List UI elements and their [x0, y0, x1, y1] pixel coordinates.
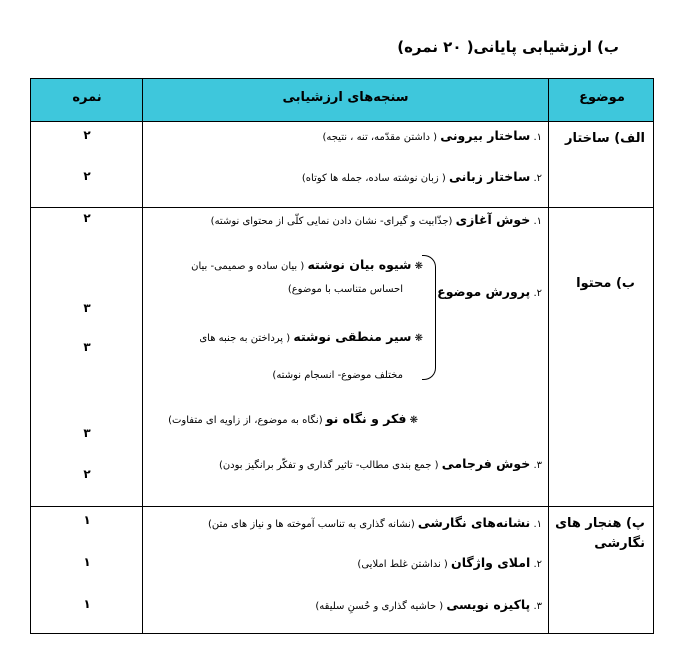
- sub-criterion-desc: مختلف موضوع- انسجام نوشته): [272, 370, 403, 381]
- criterion-title: ساختار بیرونی: [440, 128, 531, 143]
- divider: [142, 79, 143, 633]
- criterion-row: [302, 169, 542, 184]
- criterion-number: ۳.: [533, 460, 542, 471]
- subject-structure: الف) ساختار: [565, 131, 645, 146]
- criterion-desc: ( داشتن مقدّمه، تنه ، نتیجه): [322, 132, 438, 143]
- criterion-title: املای واژگان: [451, 555, 531, 570]
- criterion-number: ۲.: [533, 288, 542, 299]
- subject-norms: پ) هنجار های: [555, 516, 645, 531]
- subject-norms-line2: نگارشی: [594, 536, 645, 551]
- criterion-desc: (نشانه گذاری به تناسب آموخته ها و نیاز های متن): [207, 519, 415, 530]
- assessment-table: [30, 78, 654, 634]
- sub-criterion-desc: (نگاه به موضوع، از زاویه ای متفاوت): [168, 415, 323, 426]
- bullet-icon: ❋: [414, 261, 423, 272]
- bullet-icon: ❋: [414, 333, 423, 344]
- header-score: نمره: [72, 90, 102, 105]
- criterion-desc: ( نداشتن غلط املایی): [357, 559, 448, 570]
- criterion-title: خوش فرجامی: [441, 456, 531, 471]
- score-value: ۱: [83, 597, 91, 611]
- criterion-desc: ( جمع بندی مطالب- تاثیر گذاری و تفکّر برانگیز بودن): [218, 460, 439, 471]
- header-criteria: سنجه‌های ارزشیابی: [282, 90, 409, 105]
- criterion-title: ساختار زبانی: [448, 169, 531, 184]
- sub-criterion: [168, 411, 418, 426]
- score-value: ۳: [83, 426, 91, 440]
- criterion-title: پرورش موضوع: [437, 284, 531, 299]
- score-value: ۳: [83, 301, 91, 315]
- score-value: ۱: [83, 555, 91, 569]
- criterion-row: [208, 515, 542, 530]
- bullet-icon: ❋: [409, 415, 418, 426]
- score-value: ۲: [83, 467, 91, 481]
- criterion-number: ۳.: [533, 601, 542, 612]
- score-value: ۳: [83, 340, 91, 354]
- sub-criterion: [191, 257, 423, 272]
- criterion-number: ۱.: [533, 132, 542, 143]
- criterion-number: ۱.: [533, 216, 542, 227]
- divider: [548, 79, 549, 633]
- criterion-title: خوش آغازی: [455, 212, 531, 227]
- score-value: ۲: [83, 128, 91, 142]
- sub-criterion-title: سیر منطقی نوشته: [293, 329, 412, 344]
- header-subject: موضوع: [579, 90, 625, 105]
- criterion-row: [315, 597, 542, 612]
- criterion-number: ۲.: [533, 559, 542, 570]
- criterion-row: [219, 456, 542, 471]
- grouping-brace: [422, 255, 436, 380]
- criterion-desc: (جذّابیت و گیرای- نشان دادن نمایی کلّی از محتوای نوشته): [210, 216, 453, 227]
- sub-criterion-desc: احساس متناسب با موضوع): [287, 284, 403, 295]
- criterion-row: [437, 284, 542, 299]
- assessment-heading: ب) ارزشیابی پایانی( ۲۰ نمره): [397, 38, 619, 56]
- criterion-desc: ( زبان نوشته ساده، جمله ها کوتاه): [301, 173, 446, 184]
- subject-content: ب) محتوا: [576, 276, 635, 291]
- criterion-row: [211, 212, 542, 227]
- criterion-row: [357, 555, 542, 570]
- sub-criterion-desc: ( بیان ساده و صمیمی- بیان: [191, 261, 305, 272]
- sub-criterion-desc: ( پرداختن به جنبه های: [199, 333, 291, 344]
- criterion-title: نشانه‌های نگارشی: [417, 515, 531, 530]
- criterion-title: پاکیزه نویسی: [446, 597, 531, 612]
- criterion-desc: ( حاشیه گذاری و حُسنِ سلیقه): [315, 601, 444, 612]
- divider: [31, 207, 653, 208]
- sub-criterion: [199, 329, 423, 344]
- divider: [31, 121, 653, 122]
- sub-criterion-title: فکر و نگاه نو: [325, 411, 407, 426]
- score-value: ۲: [83, 169, 91, 183]
- score-value: ۲: [83, 211, 91, 225]
- criterion-number: ۲.: [533, 173, 542, 184]
- criterion-number: ۱.: [533, 519, 542, 530]
- criterion-row: [322, 128, 542, 143]
- divider: [31, 506, 653, 507]
- sub-criterion-title: شیوه بیان نوشته: [307, 257, 412, 272]
- score-value: ۱: [83, 513, 91, 527]
